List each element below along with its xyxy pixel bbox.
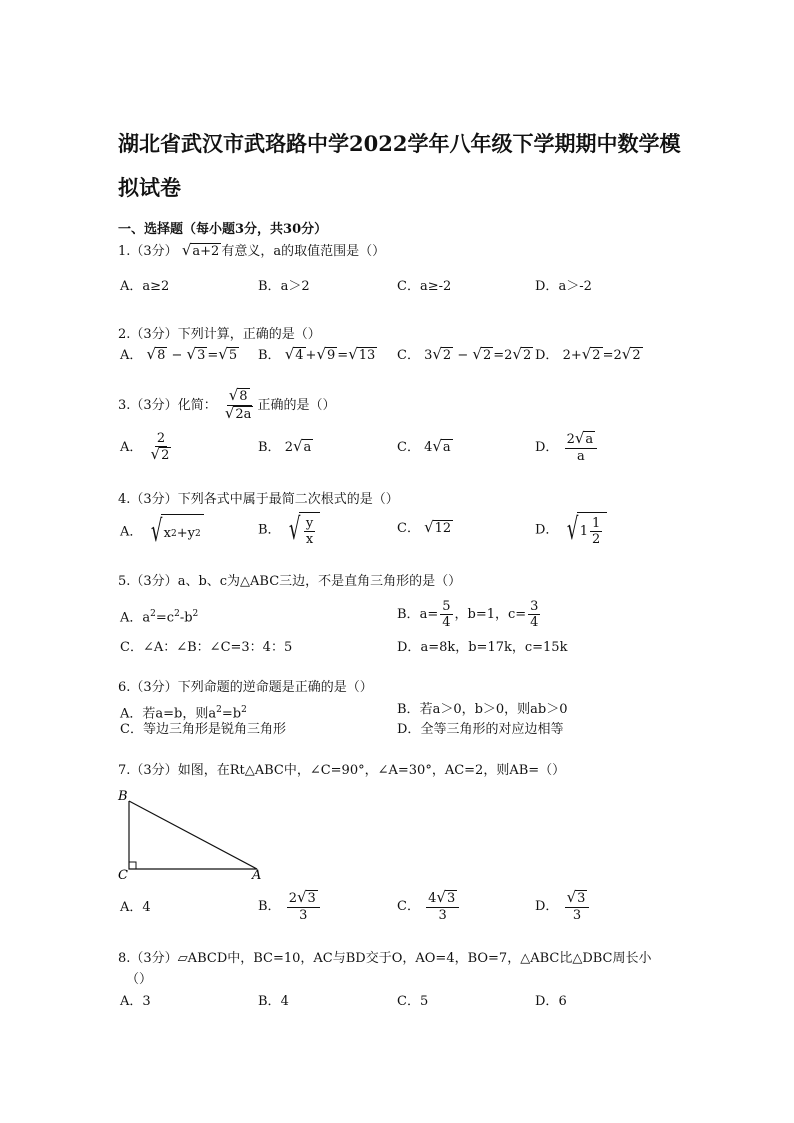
question-1-stem: 1.（3分） √ a+2 有意义，a的取值范围是（） <box>118 241 386 259</box>
question-2-stem: 2.（3分）下列计算，正确的是（） <box>118 327 321 342</box>
section-heading: 一、选择题（每小题3分，共30分） <box>118 222 328 237</box>
page-title: 湖北省武汉市武珞路中学2022学年八年级下学期期中数学模拟试卷 <box>118 131 681 200</box>
question-3-option-b[interactable]: B． 2 √ a <box>258 437 312 455</box>
triangle-outline <box>129 801 257 869</box>
question-5-option-b[interactable]: B．a= $\frac{5}{4}$ ，b=1，c= $\frac{3}{4}$ <box>397 599 539 630</box>
question-8-option-a[interactable]: A．3 <box>120 994 151 1009</box>
question-5-option-d[interactable]: D．a=8k，b=17k，c=15k <box>397 640 568 655</box>
question-6-option-a[interactable]: A．若a=b，则$a^2=b^2$ <box>120 705 247 722</box>
question-3-stem: 3.（3分）化简： √ 8 √ 2a 正确的是（） <box>118 386 336 422</box>
question-8-option-d[interactable]: D．6 <box>535 994 567 1009</box>
question-3-option-a[interactable]: A． 2 √ 2 <box>120 431 170 463</box>
question-3-option-d[interactable]: D． 2 √ a a <box>535 431 599 464</box>
question-7-option-a[interactable]: A．4 <box>120 900 151 915</box>
right-angle-mark <box>129 862 136 869</box>
question-4-option-b[interactable]: B． √ $\frac{y}{x}$ <box>258 512 320 548</box>
question-7-option-b[interactable]: B． 2 √ 3 3 <box>258 890 322 923</box>
question-5-option-a[interactable]: A．$a^2=c^2-b^2$ <box>120 609 199 626</box>
question-4-option-a[interactable]: A． √ x 2 +y 2 <box>120 514 204 550</box>
question-1-option-a[interactable]: A．a≥2 <box>120 279 170 294</box>
question-8-stem-continued: （） <box>126 972 153 987</box>
question-4-option-d[interactable]: D． √ 1 $\frac{1}{2}$ <box>535 512 607 548</box>
vertex-a-label: A <box>252 868 262 883</box>
question-4-stem: 4.（3分）下列各式中属于最简二次根式的是（） <box>118 492 399 507</box>
triangle-figure <box>112 786 272 886</box>
question-5-option-c[interactable]: C．∠A：∠B：∠C=3：4：5 <box>120 640 293 655</box>
question-6-stem: 6.（3分）下列命题的逆命题是正确的是（） <box>118 680 373 695</box>
question-2-option-b[interactable]: B． √ 4 + √ 9 = √ 13 <box>258 345 376 363</box>
question-8-option-c[interactable]: C．5 <box>397 994 429 1009</box>
question-7-stem: 7.（3分）如图，在Rt△ABC中，∠C=90°，∠A=30°，AC=2，则AB=（） <box>118 763 566 778</box>
vertex-b-label: B <box>118 789 128 804</box>
question-2-option-a[interactable]: A． √ 8 − √ 3 = √ 5 <box>120 345 238 363</box>
question-6-option-b[interactable]: B．若a＞0，b＞0，则ab＞0 <box>397 702 568 717</box>
question-2-option-c[interactable]: C． 3 √ 2 − √ 2 =2 √ 2 <box>397 345 532 363</box>
vertex-c-label: C <box>118 868 128 883</box>
question-4-option-c[interactable]: C． √ 12 <box>397 518 452 536</box>
question-1-option-b[interactable]: B．a＞2 <box>258 279 310 294</box>
question-6-option-c[interactable]: C．等边三角形是锐角三角形 <box>120 722 286 737</box>
sqrt-expression: √ a+2 <box>181 241 220 259</box>
question-8-option-b[interactable]: B．4 <box>258 994 289 1009</box>
question-8-stem: 8.（3分）▱ABCD中，BC=10，AC与BD交于O，AO=4，BO=7，△ABC比△DBC周长小 <box>118 951 652 966</box>
question-1-option-c[interactable]: C．a≥-2 <box>397 279 452 294</box>
question-3-option-c[interactable]: C． 4 √ a <box>397 437 451 455</box>
question-5-stem: 5.（3分）a、b、c为△ABC三边，不是直角三角形的是（） <box>118 574 462 589</box>
question-7-option-c[interactable]: C． 4 √ 3 3 <box>397 890 461 923</box>
question-2-option-d[interactable]: D． 2+ √ 2 =2 √ 2 <box>535 345 641 363</box>
question-7-option-d[interactable]: D． √ 3 3 <box>535 890 591 923</box>
question-1-option-d[interactable]: D．a＞-2 <box>535 279 592 294</box>
question-6-option-d[interactable]: D．全等三角形的对应边相等 <box>397 722 564 737</box>
